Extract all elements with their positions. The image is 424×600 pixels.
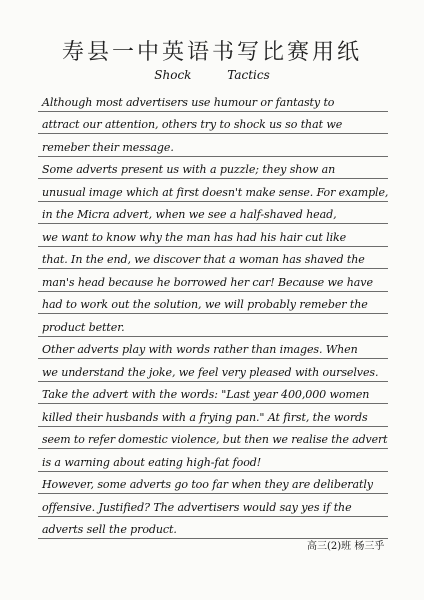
student-signature: 高三(2)班 杨三乎 [307,541,385,552]
essay-line: is a warning about eating high-fat food! [42,456,262,469]
essay-line: attract our attention, others try to shock us so that we [42,118,343,131]
essay-line: Some adverts present us with a puzzle; they show an [42,163,336,176]
essay-line: unusual image which at first doesn't make sense. For example, [42,186,389,199]
essay-line: that. In the end, we discover that a woman has shaved the [42,253,365,266]
essay-line: had to work out the solution, we will probably remeber the [42,298,368,311]
essay-line: man's head because he borrowed her car! Because we have [42,276,373,289]
essay-line: However, some adverts go too far when they are deliberatly [42,478,373,491]
essay-line: seem to refer domestic violence, but then we realise the advert [42,433,388,446]
essay-line: Although most advertisers use humour or fantasty to [42,96,335,109]
essay-line: killed their husbands with a frying pan." At first, the words [42,411,368,424]
paper-header-title: 寿县一中英语书写比赛用纸 [61,40,362,65]
essay-line: remeber their message. [42,141,174,154]
essay-line: we want to know why the man has had his hair cut like [42,231,347,244]
essay-line: product better. [42,321,125,334]
essay-title: Shock Tactics [154,68,270,82]
essay-line: Take the advert with the words: "Last year 400,000 women [42,388,370,401]
essay-line: in the Micra advert, when we see a half-shaved head, [42,208,337,221]
essay-line: we understand the joke, we feel very pleased with ourselves. [42,366,379,379]
ruled-writing-area [38,88,388,538]
essay-line: Other adverts play with words rather than images. When [42,343,358,356]
essay-line: adverts sell the product. [42,523,177,536]
essay-line: offensive. Justified? The advertisers would say yes if the [42,501,352,514]
